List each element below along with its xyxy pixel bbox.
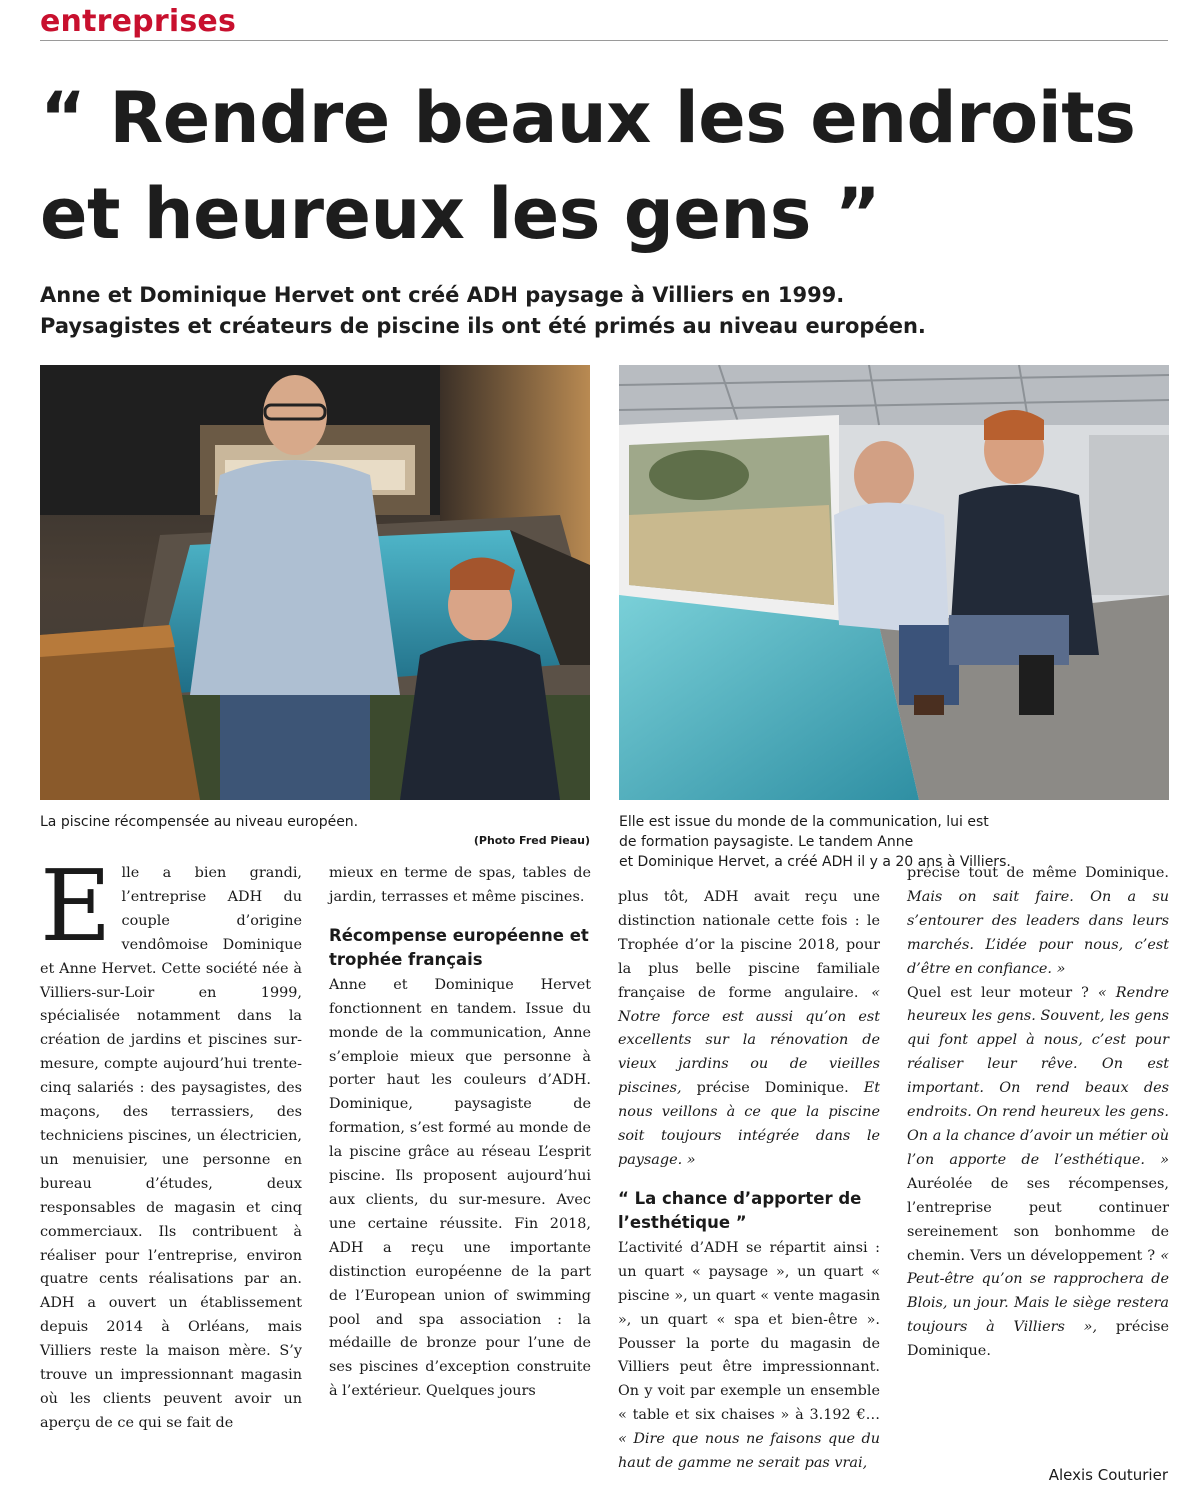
photo-caption-2-line-1: Elle est issue du monde de la communication, lui est <box>619 814 989 830</box>
article-paragraph-2: Anne et Dominique Hervet fonctionnent en tandem. Issue du monde de la communication, Anne s’emploie mieux que personne à porter haut les couleurs d’ADH. Dominique, paysagiste de formation, s’est formé au monde de la piscine grâce au réseau L’esprit piscine. Ils proposent aujourd’hui aux clients, du sur-mesure. Avec une certaine réussite. Fin 2018, ADH a reçu une importante distinction européenne de la part de l’European union of swimming pool and spa association : la médaille de bronze pour l’une de ses piscines d’exception construite à l’extérieur. Quelques jours <box>329 976 591 1400</box>
article-paragraph-4-part-1: L’activité d’ADH se répartit ainsi : un quart « paysage », un quart « piscine », un quart « vente magasin », un quart « spa et bien-être ». Pousser la porte du magasin de Villiers peut être impressionnant. On y voit par exemple un ensemble « table et six chaises » à 3.192 €… <box>618 1239 880 1424</box>
article-paragraph-4-part-2: « Dire que nous ne faisons que du haut de gamme ne serait pas vrai, <box>618 1431 880 1472</box>
article-paragraph-5-part-2: « Rendre heureux les gens. Souvent, les gens qui font appel à nous, c’est pour réaliser leur rêve. On est important. On rend beaux des endroits. On rend heureux les gens. On a la chance d’avoir un métier où l’on apporte de l’esthétique. » <box>907 984 1169 1168</box>
section-divider <box>40 40 1168 41</box>
photo-caption-2-line-2: de formation paysagiste. Le tandem Anne <box>619 834 914 850</box>
article-column-1 <box>40 850 302 1436</box>
article-paragraph-5-part-1: Quel est leur moteur ? <box>907 984 1089 1001</box>
article-paragraph-4-continued-part-1: précise tout de même Dominique. <box>907 865 1169 881</box>
article-paragraph-1-continued: mieux en terme de spas, tables de jardin, terrasses et même piscines. <box>329 865 591 905</box>
article-paragraph-3-part-2: « Notre force est aussi qu’on est excellents sur la rénovation de vieux jardins ou de vieilles piscines, <box>618 984 881 1097</box>
article-column-4 <box>907 862 1169 1364</box>
article-paragraph-4-continued-part-2: Mais on sait faire. On a su s’entourer des leaders dans leurs marchés. L’idée pour nous, c’est d’être en confiance. » <box>907 888 1169 977</box>
article-paragraph-3-part-4: Et nous veillons à ce que la piscine soit toujours intégrée dans le paysage. » <box>618 1080 881 1168</box>
drop-cap: E <box>40 850 112 964</box>
photo-pool-award <box>40 365 590 800</box>
standfirst <box>40 280 1170 342</box>
article-column-2 <box>329 862 591 1404</box>
article-paragraph-5-part-4: « Peut-être qu’on se rapprochera de Blois, un jour. Mais le siège restera toujours à Villiers », <box>907 1247 1169 1336</box>
section-label: entreprises <box>40 4 236 39</box>
photo-caption-2-line-3: et Dominique Hervet, a créé ADH il y a 20 ans à Villiers. <box>619 854 1011 870</box>
author-byline: Alexis Couturier <box>1048 1466 1168 1484</box>
article-paragraph-3-part-3: précise Dominique. <box>696 1080 849 1097</box>
photo-credit: (Photo Fred Pieau) <box>473 834 590 847</box>
article-column-3 <box>618 886 880 1476</box>
subhead-european-award: Récompense européenne et trophée français <box>329 925 589 969</box>
article-paragraph-5 <box>907 982 1169 1365</box>
photo-caption-1: La piscine récompensée au niveau européen. <box>40 814 359 830</box>
article-paragraph-4-continued <box>907 862 1169 982</box>
article-paragraph-3-part-1: plus tôt, ADH avait reçu une distinction nationale cette fois : le Trophée d’or la piscine 2018, pour la plus belle piscine familiale française de forme angulaire. <box>618 889 880 1001</box>
article-paragraph-5-part-3: Auréolée de ses récompenses, l’entreprise peut continuer sereinement son bonhomme de chemin. Vers un développement ? <box>907 1175 1169 1264</box>
article-paragraph-1: lle a bien grandi, l’entreprise ADH du couple d’origine vendômoise Dominique et Anne Hervet. Cette société née à Villiers-sur-Loir en 1999, spécialisée notamment dans la création de jardins et piscines sur-mesure, compte aujourd’hui trente-cinq salariés : des paysagistes, des maçons, des terrassiers, des techniciens piscines, un électricien, un menuisier, une personne en bureau d’études, deux responsables de magasin et cinq commerciaux. Ils contribuent à réaliser pour l’entreprise, environ quatre cents réalisations par an. ADH a ouvert un établissement depuis 2014 à Orléans, mais Villiers reste la maison mère. S’y trouve un impressionnant magasin où les clients peuvent avoir un aperçu de ce qui se fait de <box>40 865 302 1431</box>
standfirst-line-1: Anne et Dominique Hervet ont créé ADH paysage à Villiers en 1999. <box>40 283 845 307</box>
standfirst-line-2: Paysagistes et créateurs de piscine ils ont été primés au niveau européen. <box>40 314 926 338</box>
photo-couple-showroom <box>619 365 1169 800</box>
headline-line-2: et heureux les gens ” <box>40 173 881 255</box>
article-paragraph-3 <box>618 886 880 1173</box>
article-paragraph-5-part-5: précise Dominique. <box>907 1319 1169 1360</box>
article-paragraph-4 <box>618 1237 880 1476</box>
headline <box>40 70 1170 262</box>
headline-line-1: “ Rendre beaux les endroits <box>40 77 1136 159</box>
subhead-aesthetics: “ La chance d’apporter de l’esthétique ” <box>618 1188 862 1232</box>
